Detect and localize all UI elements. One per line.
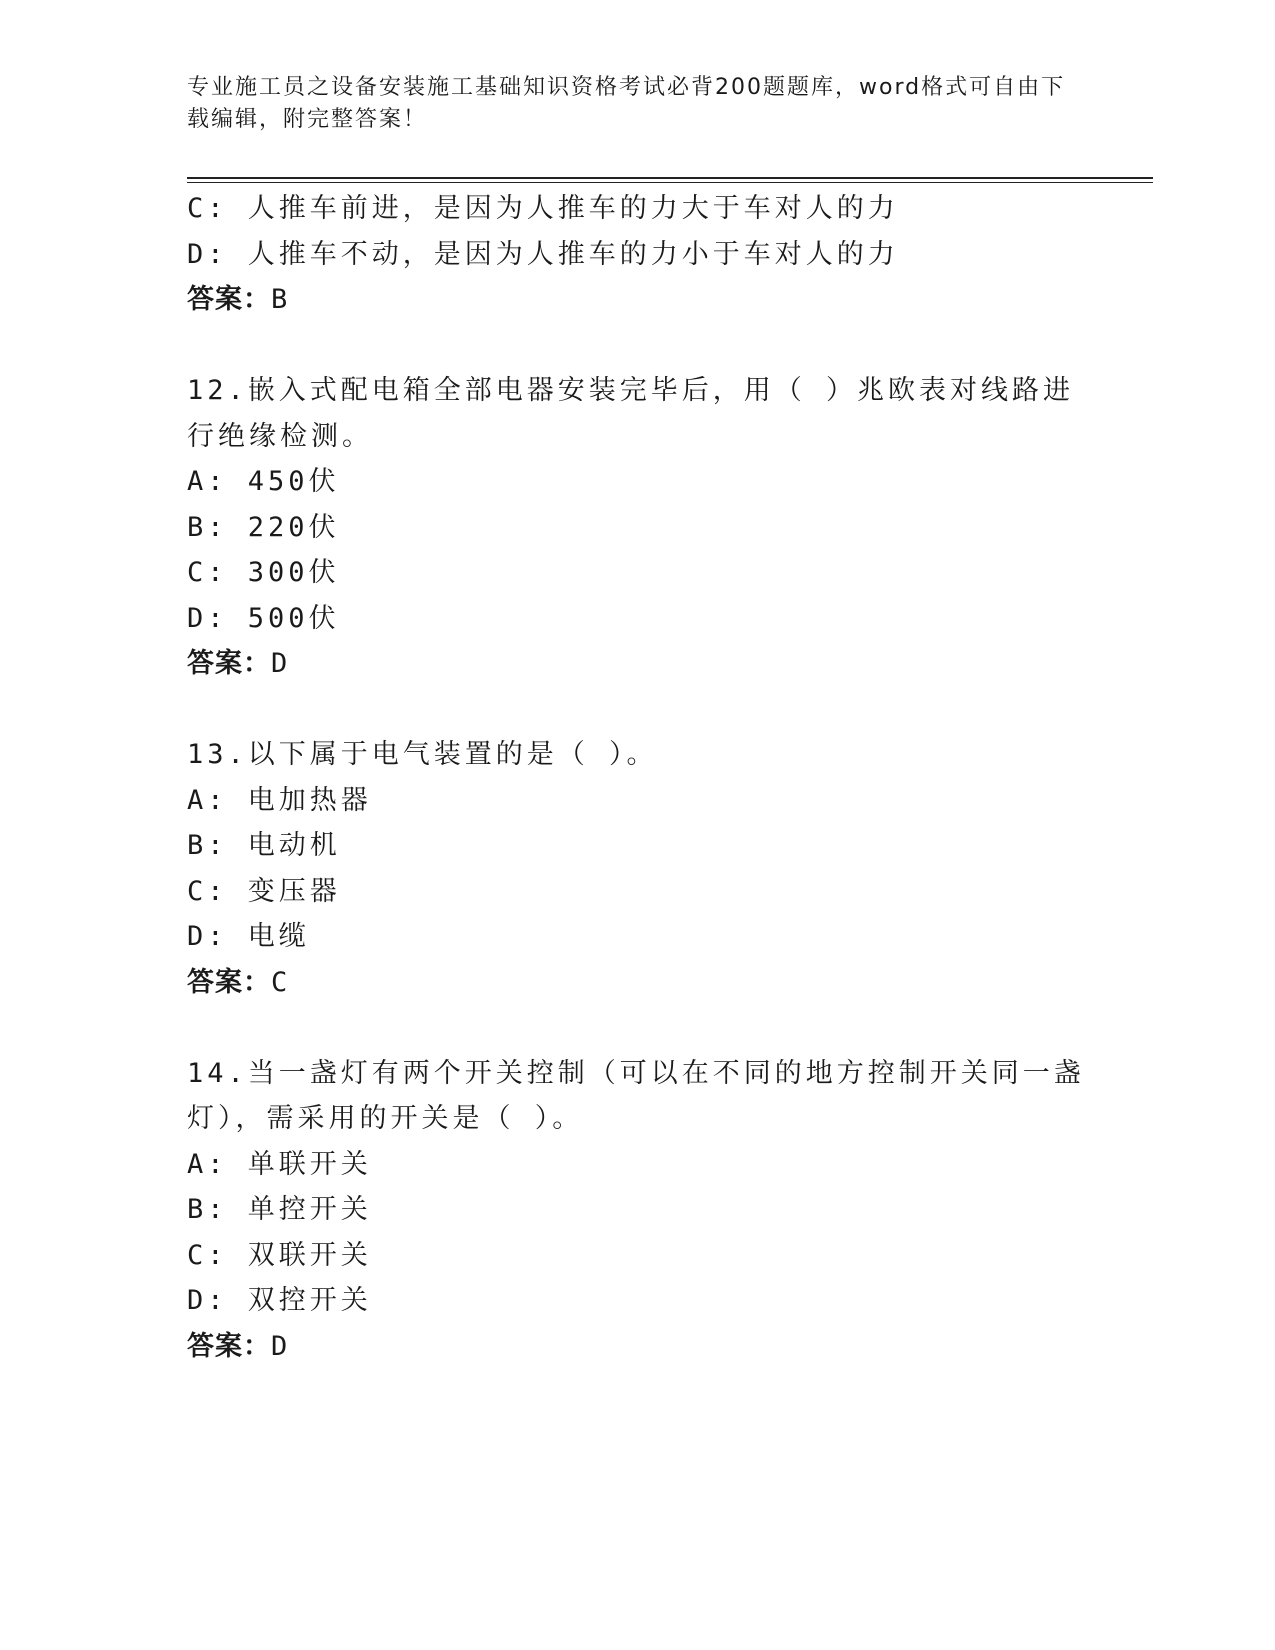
option-label: B: bbox=[187, 1194, 228, 1225]
option-text: 450伏 bbox=[247, 466, 340, 497]
option-label: B: bbox=[187, 830, 228, 861]
option-label: D: bbox=[187, 1285, 228, 1316]
option-text: 220伏 bbox=[247, 511, 340, 543]
spacer bbox=[187, 687, 1087, 733]
option-c bbox=[187, 869, 1087, 915]
answer-line bbox=[187, 960, 1087, 1006]
question-stem: 13.以下属于电气装置的是（ ）。 bbox=[187, 739, 658, 770]
question-content bbox=[187, 186, 1087, 1369]
spacer bbox=[187, 1005, 1087, 1051]
option-text: 人推车不动，是因为人推车的力小于车对人的力 bbox=[247, 238, 899, 270]
question-stem: 12.嵌入式配电箱全部电器安装完毕后，用（ ）兆欧表对线路进行绝缘检测。 bbox=[187, 375, 1075, 452]
option-label: C: bbox=[187, 875, 228, 907]
option-text: 双控开关 bbox=[247, 1285, 372, 1316]
question-13 bbox=[187, 732, 1087, 1005]
header-divider-thin bbox=[187, 182, 1153, 183]
option-b bbox=[187, 505, 1087, 551]
option-text: 300伏 bbox=[247, 557, 340, 588]
option-label: C: bbox=[187, 193, 228, 224]
option-label: B: bbox=[187, 511, 228, 543]
option-d bbox=[187, 914, 1087, 960]
document-header: 专业施工员之设备安装施工基础知识资格考试必背200题题库，word格式可自由下载编辑，附完整答案！ bbox=[187, 75, 1066, 132]
answer-value: C bbox=[271, 966, 289, 998]
option-d bbox=[187, 1278, 1087, 1324]
option-c bbox=[187, 1233, 1087, 1279]
answer-line bbox=[187, 641, 1087, 687]
option-text: 双联开关 bbox=[247, 1239, 372, 1271]
answer-value: D bbox=[271, 648, 289, 679]
answer-label: 答案： bbox=[187, 284, 271, 315]
option-a bbox=[187, 1142, 1087, 1188]
answer-value: B bbox=[271, 284, 289, 315]
option-a bbox=[187, 778, 1087, 824]
option-d bbox=[187, 596, 1087, 642]
question-stem: 14.当一盏灯有两个开关控制（可以在不同的地方控制开关同一盏灯），需采用的开关是（ ）。 bbox=[187, 1057, 1085, 1134]
option-label: C: bbox=[187, 1239, 228, 1271]
option-d bbox=[187, 232, 1087, 278]
answer-label: 答案： bbox=[187, 966, 271, 998]
option-c bbox=[187, 186, 1087, 232]
option-label: D: bbox=[187, 921, 228, 952]
answer-label: 答案： bbox=[187, 1330, 271, 1362]
option-b bbox=[187, 1187, 1087, 1233]
option-label: A: bbox=[187, 1148, 228, 1180]
option-label: A: bbox=[187, 466, 228, 497]
option-a bbox=[187, 459, 1087, 505]
option-label: D: bbox=[187, 238, 228, 270]
answer-line bbox=[187, 1324, 1087, 1370]
answer-value: D bbox=[271, 1330, 289, 1362]
option-label: D: bbox=[187, 602, 228, 634]
option-label: C: bbox=[187, 557, 228, 588]
option-text: 人推车前进，是因为人推车的力大于车对人的力 bbox=[247, 193, 899, 224]
option-text: 单联开关 bbox=[247, 1148, 372, 1180]
option-c bbox=[187, 550, 1087, 596]
option-text: 电动机 bbox=[247, 830, 341, 861]
option-label: A: bbox=[187, 784, 228, 816]
option-text: 电缆 bbox=[247, 921, 310, 952]
option-text: 变压器 bbox=[247, 875, 341, 907]
question-14 bbox=[187, 1051, 1087, 1370]
header-divider-thick bbox=[187, 177, 1153, 179]
question-12 bbox=[187, 368, 1087, 687]
option-text: 单控开关 bbox=[247, 1194, 372, 1225]
option-text: 电加热器 bbox=[247, 784, 372, 816]
continued-question bbox=[187, 186, 1087, 323]
answer-label: 答案： bbox=[187, 648, 271, 679]
option-b bbox=[187, 823, 1087, 869]
spacer bbox=[187, 323, 1087, 369]
option-text: 500伏 bbox=[247, 602, 340, 634]
answer-line bbox=[187, 277, 1087, 323]
